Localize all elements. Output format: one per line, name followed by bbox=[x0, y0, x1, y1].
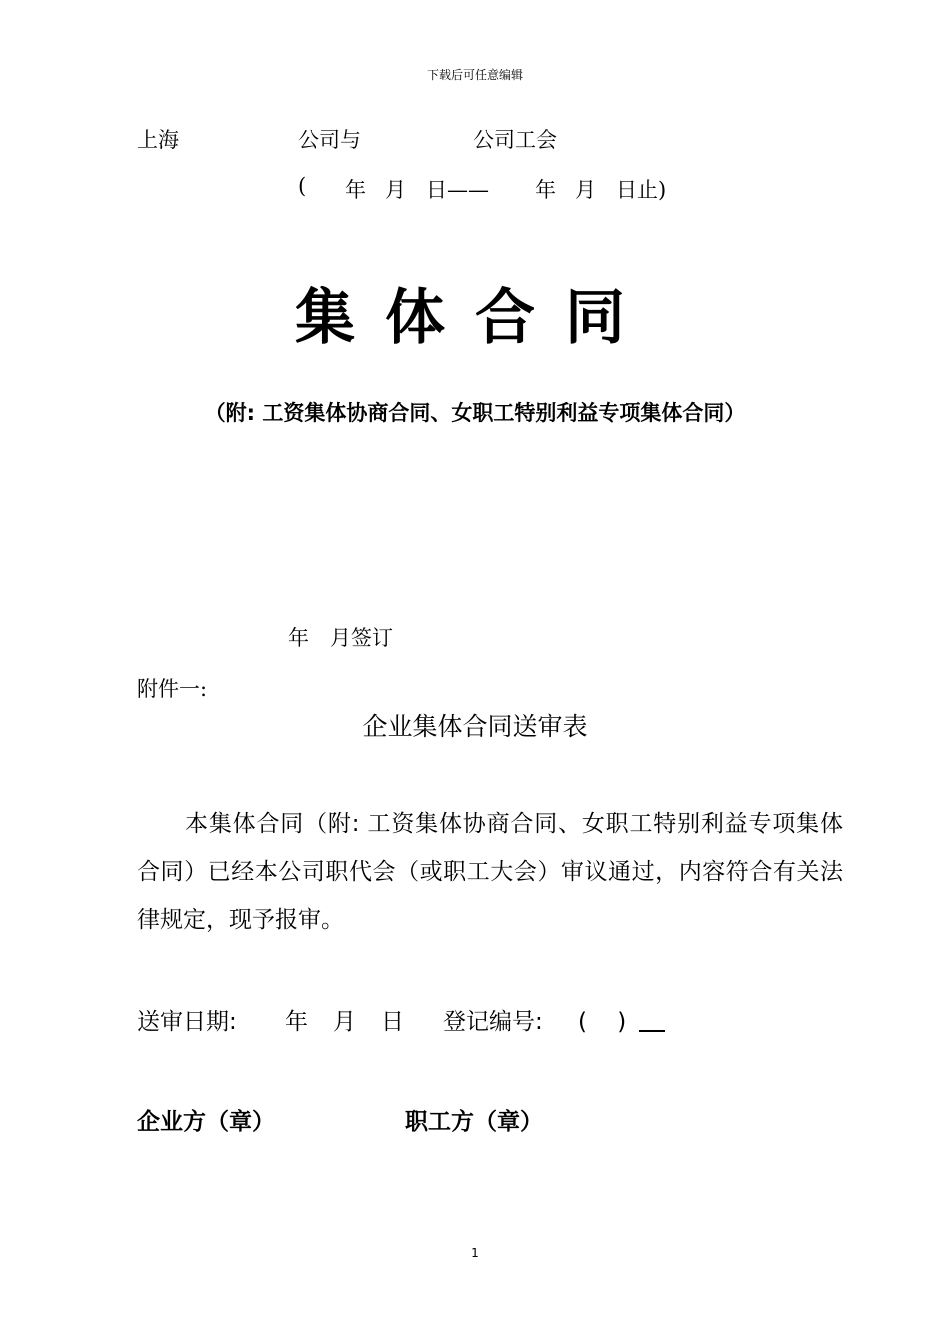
period-start-day: 日—— bbox=[426, 178, 489, 202]
registration-blank-line bbox=[639, 1030, 665, 1032]
period-end-month: 月 bbox=[575, 178, 596, 202]
period-end-day: 日止) bbox=[616, 178, 667, 202]
company-with-label: 公司与 bbox=[298, 128, 361, 152]
company-union-label: 公司工会 bbox=[473, 128, 557, 152]
registration-paren: ( ) bbox=[578, 1009, 627, 1035]
header-note: 下载后可任意编辑 bbox=[426, 68, 523, 82]
period-open-paren: ( bbox=[298, 174, 307, 198]
submit-day: 日 bbox=[381, 1009, 404, 1035]
period-start-month: 月 bbox=[385, 178, 406, 202]
employee-seal-label: 职工方（章） bbox=[405, 1109, 543, 1135]
submit-month: 月 bbox=[333, 1009, 356, 1035]
submit-date-label: 送审日期: bbox=[137, 1009, 237, 1035]
company-seal-label: 企业方（章） bbox=[137, 1109, 275, 1135]
submit-year: 年 bbox=[285, 1009, 308, 1035]
registration-label: 登记编号: bbox=[443, 1009, 543, 1035]
annex-label: 附件一: bbox=[137, 677, 208, 701]
period-start-year: 年 bbox=[345, 178, 366, 202]
page-number: 1 bbox=[471, 1246, 479, 1260]
form-title: 企业集体合同送审表 bbox=[362, 712, 588, 741]
city-label: 上海 bbox=[137, 128, 179, 152]
body-paragraph: 本集体合同（附: 工资集体协商合同、女职工特别利益专项集体合同）已经本公司职代会（或职工大会）审议通过，内容符合有关法律规定，现予报审。 bbox=[137, 811, 843, 933]
page-title: 集体合同 bbox=[295, 283, 655, 353]
period-end-year: 年 bbox=[535, 178, 556, 202]
sign-date: 年 月签订 bbox=[288, 626, 393, 650]
attachment-note: （附: 工资集体协商合同、女职工特别利益专项集体合同） bbox=[204, 401, 746, 425]
